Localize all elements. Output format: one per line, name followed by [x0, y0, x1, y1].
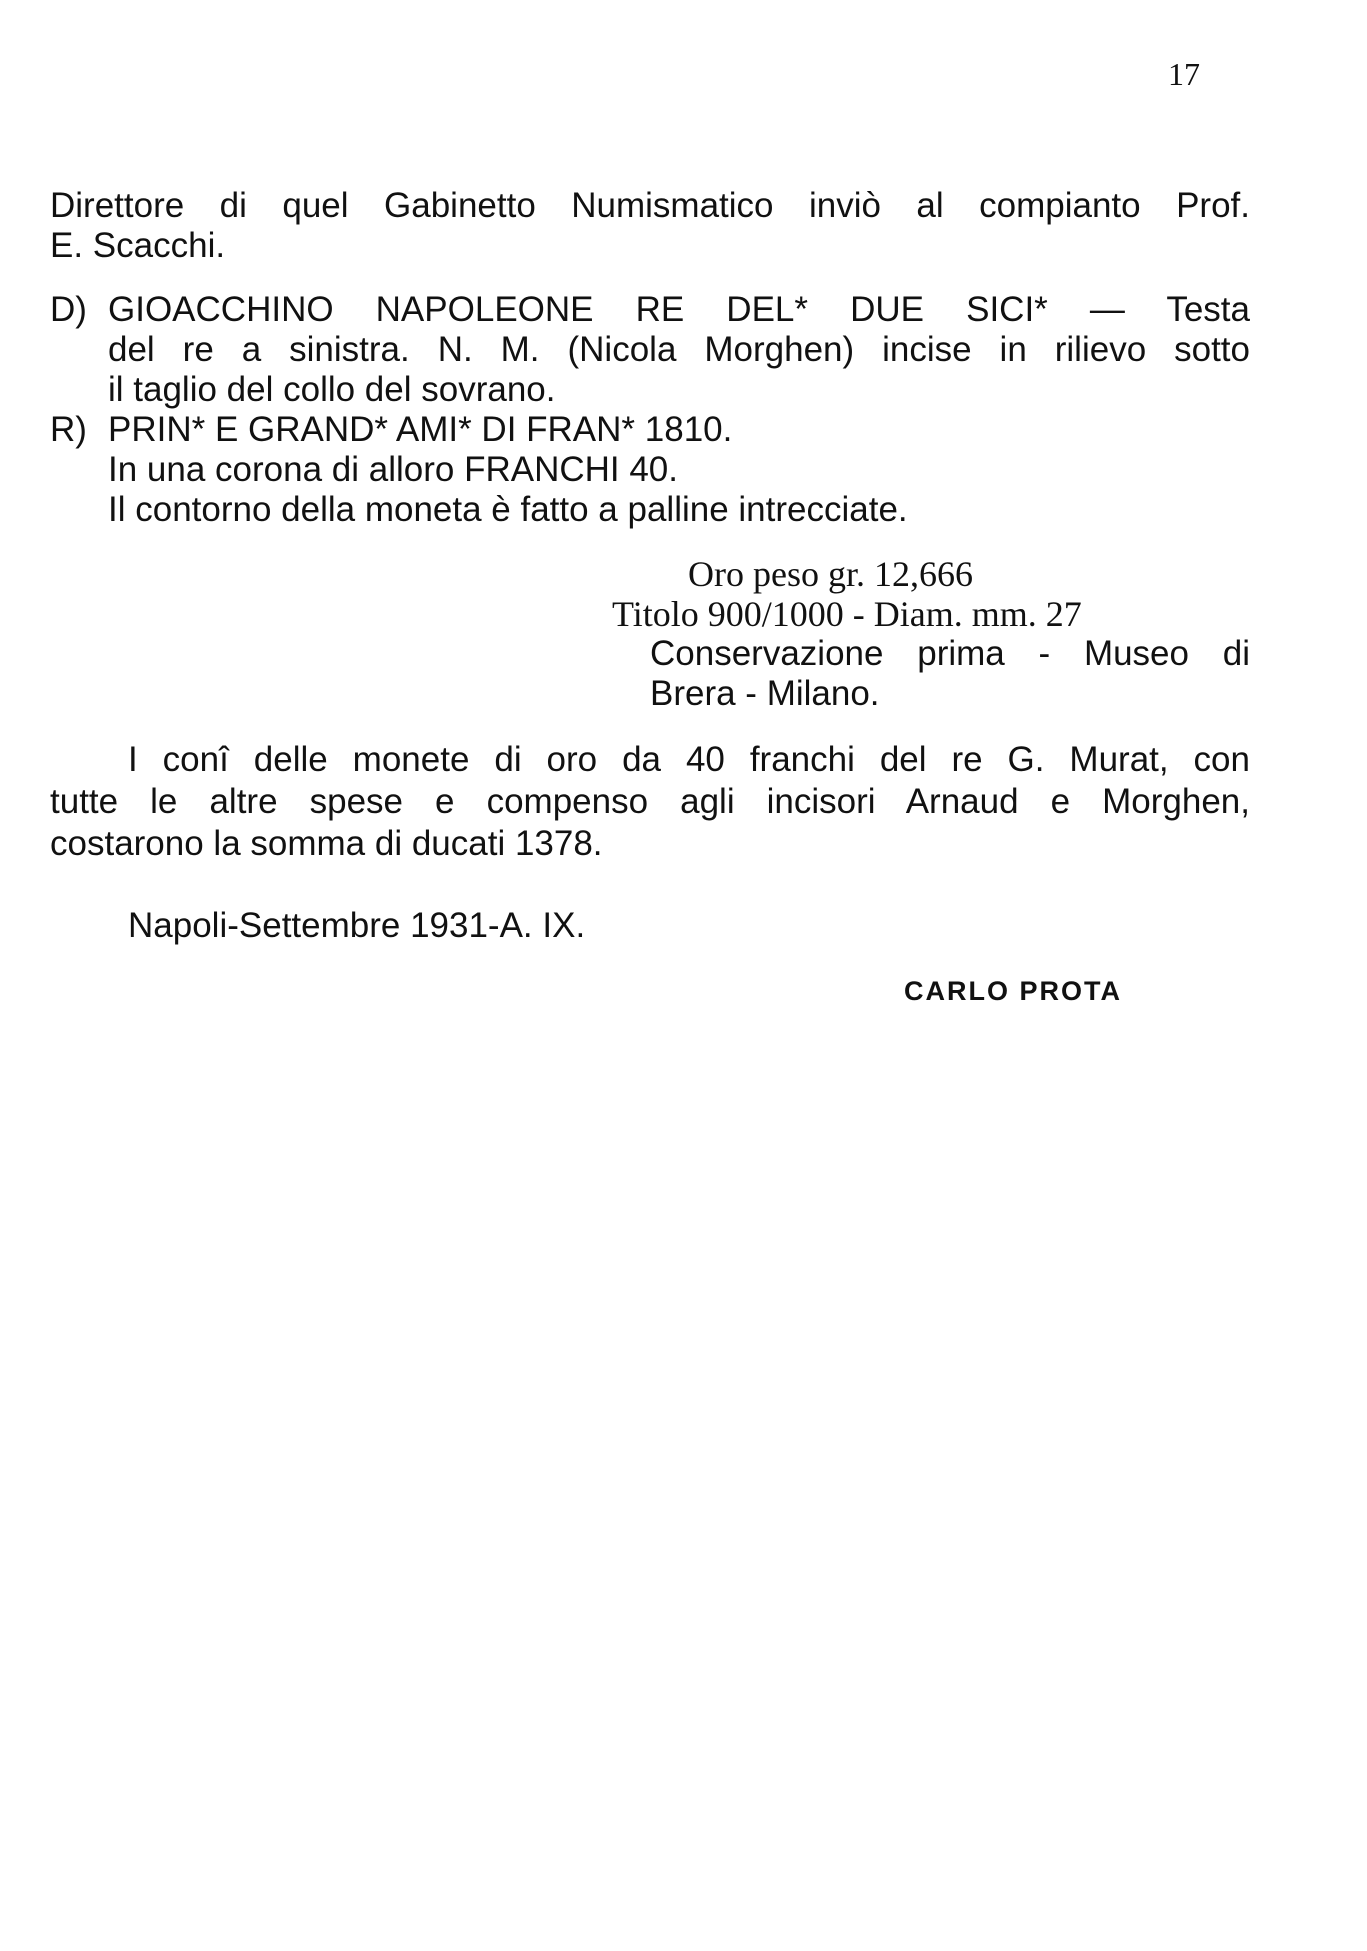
signature: CARLO PROTA: [904, 976, 1122, 1006]
closing-block-1: [128, 740, 1250, 780]
closing-line-1: I conî delle monete di oro da 40 franchi del re G. Murat, con: [128, 740, 1250, 779]
place-date: Napoli-Settembre 1931-A. IX.: [128, 906, 586, 945]
obverse-line-2: del re a sinistra. N. M. (Nicola Morghen) incise in rilievo sotto: [108, 330, 1250, 369]
obverse-block-2: [108, 330, 1250, 370]
obverse-block: [108, 290, 1250, 330]
reverse-line-1: PRIN* E GRAND* AMI* DI FRAN* 1810.: [108, 410, 733, 449]
closing-line-3: costarono la somma di ducati 1378.: [50, 824, 603, 863]
page-number: 17: [1168, 56, 1200, 92]
closing-line-2: tutte le altre spese e compenso agli incisori Arnaud e Morghen,: [50, 782, 1250, 821]
intro-line-1: Direttore di quel Gabinetto Numismatico inviò al compianto Prof.: [50, 186, 1250, 225]
specs-line-2: Titolo 900/1000 - Diam. mm. 27: [612, 594, 1082, 634]
obverse-label: D): [50, 290, 87, 329]
specs-line-4: Brera - Milano.: [650, 674, 880, 713]
reverse-line-2: In una corona di alloro FRANCHI 40.: [108, 450, 678, 489]
intro-text: [50, 186, 1250, 226]
obverse-line-3: il taglio del collo del sovrano.: [108, 370, 556, 409]
closing-block-2: [50, 782, 1250, 822]
intro-line-2: E. Scacchi.: [50, 226, 226, 265]
reverse-label: R): [50, 410, 87, 449]
specs-line-3: Conservazione prima - Museo di: [650, 634, 1250, 673]
specs-line-1: Oro peso gr. 12,666: [688, 554, 973, 594]
obverse-line-1: GIOACCHINO NAPOLEONE RE DEL* DUE SICI* — Testa: [108, 290, 1250, 329]
specs-block-3: [650, 634, 1250, 674]
reverse-line-3: Il contorno della moneta è fatto a palline intrecciate.: [108, 490, 908, 529]
